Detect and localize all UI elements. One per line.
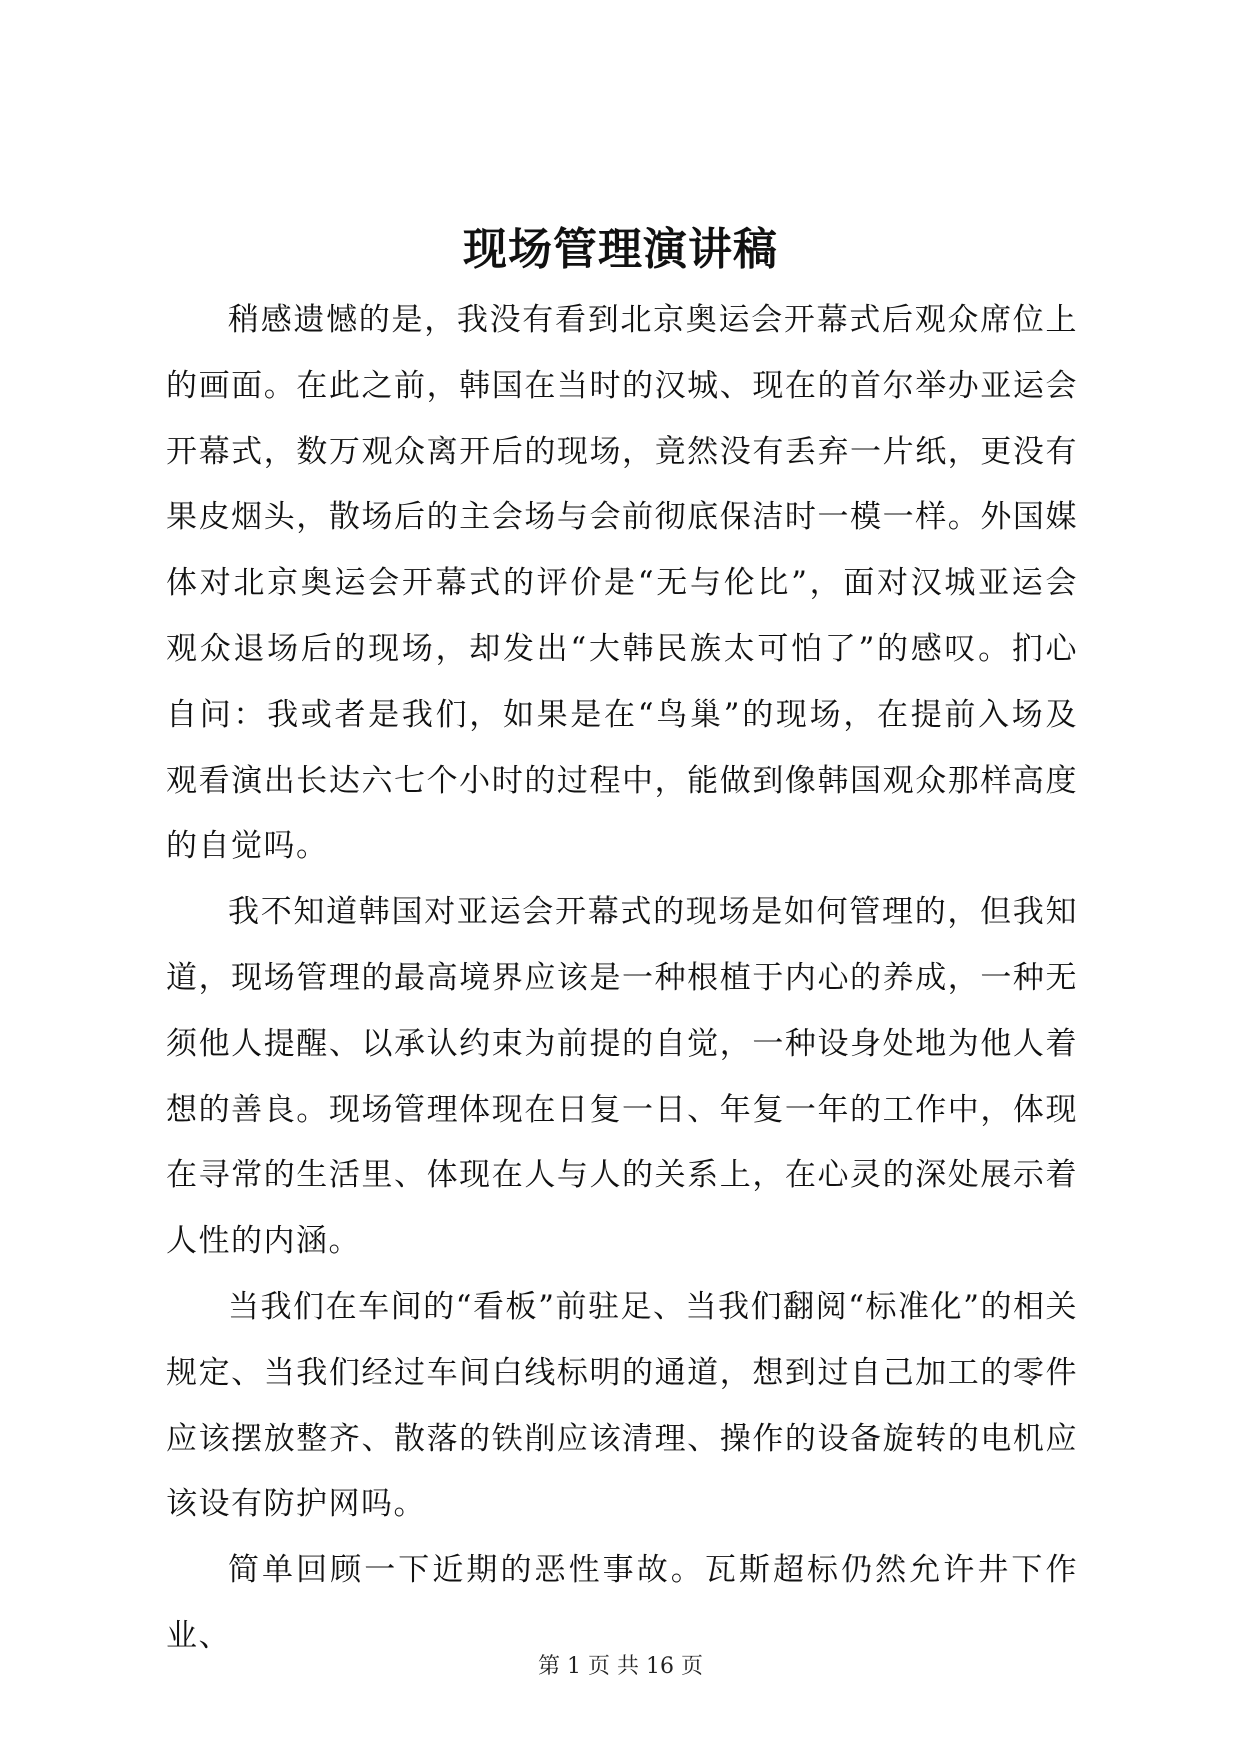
document-body [166, 288, 1078, 1670]
paragraph-1: 稍感遗憾的是，我没有看到北京奥运会开幕式后观众席位上的画面。在此之前，韩国在当时的汉城、现在的首尔举办亚运会开幕式，数万观众离开后的现场，竟然没有丢弃一片纸，更没有果皮烟头，散场后的主会场与会前彻底保洁时一模一样。外国媒体对北京奥运会开幕式的评价是“无与伦比”，面对汉城亚运会观众退场后的现场，却发出“大韩民族太可怕了”的感叹。扪心自问：我或者是我们，如果是在“鸟巢”的现场，在提前入场及观看演出长达六七个小时的过程中，能做到像韩国观众那样高度的自觉吗。 [166, 302, 1078, 865]
paragraph-2: 我不知道韩国对亚运会开幕式的现场是如何管理的，但我知道，现场管理的最高境界应该是一种根植于内心的养成，一种无须他人提醒、以承认约束为前提的自觉，一种设身处地为他人着想的善良。现场管理体现在日复一日、年复一年的工作中，体现在寻常的生活里、体现在人与人的关系上，在心灵的深处展示着人性的内涵。 [166, 894, 1078, 1260]
document-title: 现场管理演讲稿 [463, 224, 778, 275]
paragraph-4: 简单回顾一下近期的恶性事故。瓦斯超标仍然允许井下作业、 [166, 1552, 1078, 1654]
page-footer: 第 1 页 共 16 页 [538, 1654, 703, 1679]
paragraph-3: 当我们在车间的“看板”前驻足、当我们翻阅“标准化”的相关规定、当我们经过车间白线标明的通道，想到过自己加工的零件应该摆放整齐、散落的铁削应该清理、操作的设备旋转的电机应该设有防护网吗。 [166, 1288, 1078, 1523]
